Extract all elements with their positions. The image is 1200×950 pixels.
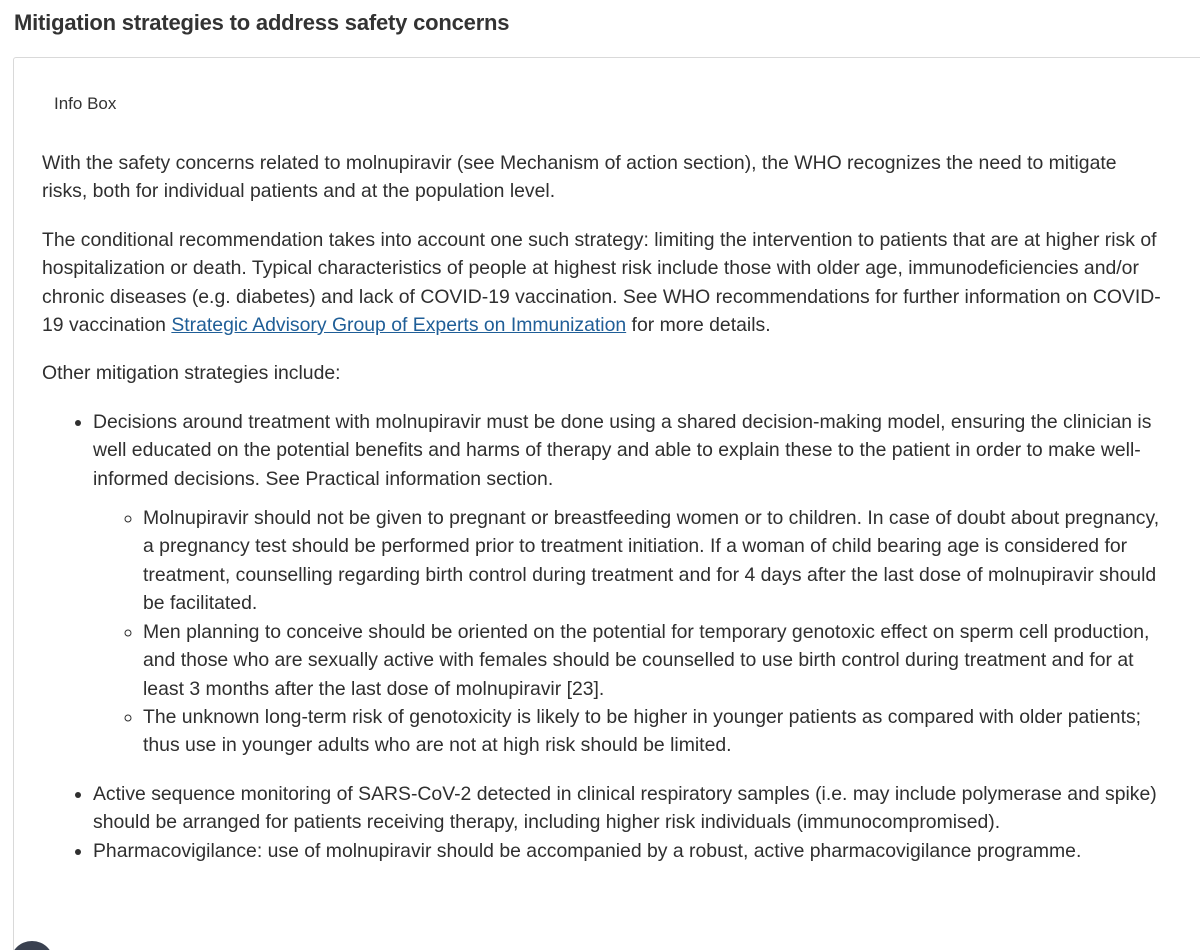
paragraph-recommendation-text: The conditional recommendation takes into account one such strategy: limiting the intervention to patients that are at higher risk of hospitalization or death. Typical characteristics of people at highest risk include those with older age, immunodeficiencies and/or chronic diseases (e.g. diabetes) and lack of COVID-19 vaccination. See WHO recommendations for further information on COVID-19 vaccination	[42, 228, 1161, 337]
sage-link[interactable]: Strategic Advisory Group of Experts on Immunization	[171, 314, 627, 337]
sub-item-genotoxicity: ◦ The unknown long-term risk of genotoxicity is likely to be higher in younger patients as compared with older patients; thus use in younger adults who are not at high risk should be limited.	[143, 703, 1167, 760]
info-box-label: Info Box	[54, 94, 117, 113]
strategy-item-text: Decisions around treatment with molnupiravir must be done using a shared decision-making model, ensuring the clinician is well educated on the potential benefits and harms of therapy and able to explain these to the patient in order to make well-informed decisions. See Practical information section.	[93, 410, 1152, 490]
paragraph-recommendation	[42, 226, 1167, 340]
strategy-item-sequence-monitoring: • Active sequence monitoring of SARS-CoV-2 detected in clinical respiratory samples (i.e. may include polymerase and spike) should be arranged for patients receiving therapy, including higher risk individuals (immunocompromised).	[93, 780, 1167, 837]
strategy-item-shared-decision	[93, 408, 1167, 760]
info-box-content	[42, 149, 1167, 865]
section-title: Mitigation strategies to address safety concerns	[14, 10, 510, 35]
paragraph-intro: With the safety concerns related to molnupiravir (see Mechanism of action section), the WHO recognizes the need to mitigate risks, both for individual patients and at the population level.	[42, 152, 1117, 203]
strategy-sublist	[93, 504, 1167, 760]
sub-item-men-conceive: ◦ Men planning to conceive should be oriented on the potential for temporary genotoxic effect on sperm cell production, and those who are sexually active with females should be counselled to use birth control during treatment and for at least 3 months after the last dose of molnupiravir [23].	[143, 618, 1167, 703]
info-box	[13, 57, 1200, 950]
sub-item-pregnancy: ◦ Molnupiravir should not be given to pregnant or breastfeeding women or to children. In case of doubt about pregnancy, a pregnancy test should be performed prior to treatment initiation. If a woman of child bearing age is considered for treatment, counselling regarding birth control during treatment and for 4 days after the last dose of molnupiravir should be facilitated.	[143, 504, 1167, 618]
paragraph-other-strategies: Other mitigation strategies include:	[42, 362, 341, 385]
strategy-list	[42, 408, 1167, 865]
strategy-item-pharmacovigilance: • Pharmacovigilance: use of molnupiravir should be accompanied by a robust, active pharmacovigilance programme.	[93, 837, 1167, 865]
paragraph-recommendation-tail: for more details.	[626, 314, 771, 337]
